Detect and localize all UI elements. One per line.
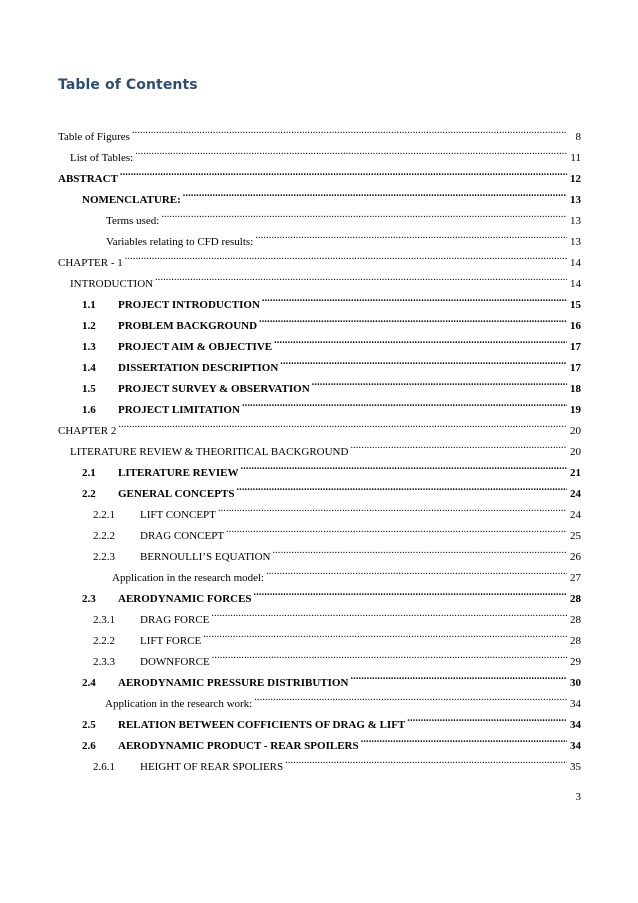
toc-entry-label: PROJECT LIMITATION: [118, 404, 240, 416]
toc-entry-label: CHAPTER - 1: [58, 257, 123, 269]
dot-leader: [361, 728, 567, 749]
toc-entry-label: Application in the research work:: [105, 698, 253, 710]
toc-entry-label: RELATION BETWEEN COFFICIENTS OF DRAG & LIFT: [118, 719, 406, 731]
toc-entry[interactable]: [58, 161, 581, 185]
toc-title: Table of Contents: [58, 77, 198, 93]
dot-leader: [241, 455, 567, 476]
toc-entry-label: Variables relating to CFD results:: [106, 236, 254, 248]
toc-entry-page: 30: [570, 677, 581, 689]
toc-entry-label: HEIGHT OF REAR SPOLIERS: [140, 761, 284, 773]
toc-entry-page: 12: [570, 173, 581, 185]
toc-entry-page: 24: [570, 509, 581, 521]
dot-leader: [212, 644, 567, 665]
toc-entry-label: Application in the research model:: [112, 572, 265, 584]
dot-leader: [120, 161, 567, 182]
dot-leader: [350, 665, 567, 686]
dot-leader: [407, 707, 567, 728]
dot-leader: [254, 686, 567, 707]
toc-entry-label: PROJECT AIM & OBJECTIVE: [118, 341, 273, 353]
toc-entry-number: 2.2.2: [93, 530, 115, 542]
toc-entry[interactable]: [58, 119, 581, 143]
toc-entry-page: 34: [570, 740, 581, 752]
toc-entry-page: 14: [570, 257, 581, 269]
dot-leader: [161, 203, 567, 224]
toc-entry-page: 17: [570, 362, 581, 374]
toc-entry-label: NOMENCLATURE:: [82, 194, 181, 206]
dot-leader: [236, 476, 567, 497]
dot-leader: [132, 119, 567, 140]
dot-leader: [118, 413, 567, 434]
toc-entry-page: 29: [570, 656, 581, 668]
toc-entry-page: 13: [570, 194, 581, 206]
toc-entry-number: 2.4: [82, 677, 96, 689]
dot-leader: [242, 392, 567, 413]
toc-entry-label: DISSERTATION DESCRIPTION: [118, 362, 279, 374]
toc-entry-page: 28: [570, 614, 581, 626]
toc-entry-number: 2.6.1: [93, 761, 115, 773]
toc-entry-page: 13: [570, 236, 581, 248]
toc-entry[interactable]: [58, 266, 581, 290]
toc-entry-page: 34: [570, 719, 581, 731]
dot-leader: [135, 140, 567, 161]
toc-entry-page: 24: [570, 488, 581, 500]
toc-entry-page: 15: [570, 299, 581, 311]
toc-entry-number: 2.6: [82, 740, 96, 752]
toc-entry-number: 1.6: [82, 404, 96, 416]
dot-leader: [255, 224, 567, 245]
dot-leader: [280, 350, 567, 371]
dot-leader: [203, 623, 567, 644]
toc-entry-page: 16: [570, 320, 581, 332]
toc-entry-label: ABSTRACT: [58, 173, 118, 185]
toc-entry-number: 2.2.2: [93, 635, 115, 647]
toc-entry-label: CHAPTER 2: [58, 425, 117, 437]
toc-entry-page: 25: [570, 530, 581, 542]
dot-leader: [274, 329, 567, 350]
dot-leader: [262, 287, 567, 308]
toc-entry-label: INTRODUCTION: [70, 278, 154, 290]
toc-entry-page: 26: [570, 551, 581, 563]
toc-entry-label: GENERAL CONCEPTS: [118, 488, 235, 500]
toc-entry[interactable]: [58, 434, 581, 458]
toc-entry-page: 13: [570, 215, 581, 227]
toc-entry-label: PROBLEM BACKGROUND: [118, 320, 258, 332]
dot-leader: [125, 245, 567, 266]
toc-entry-page: 14: [570, 278, 581, 290]
toc-entry-label: LITERATURE REVIEW: [118, 467, 239, 479]
toc-entry-page: 28: [570, 593, 581, 605]
toc-entry-page: 28: [570, 635, 581, 647]
toc-entry-label: List of Tables:: [70, 152, 134, 164]
toc-entry-number: 1.2: [82, 320, 96, 332]
toc-entry-number: 1.3: [82, 341, 96, 353]
dot-leader: [183, 182, 567, 203]
dot-leader: [266, 560, 567, 581]
toc-entry[interactable]: [58, 245, 581, 269]
toc-list: [58, 119, 581, 773]
toc-entry[interactable]: [58, 182, 581, 206]
toc-entry-number: 2.3: [82, 593, 96, 605]
toc-entry-label: Terms used:: [106, 215, 160, 227]
dot-leader: [259, 308, 567, 329]
toc-entry-number: 2.2: [82, 488, 96, 500]
toc-entry-page: 34: [570, 698, 581, 710]
toc-entry-page: 20: [570, 446, 581, 458]
dot-leader: [254, 581, 567, 602]
toc-entry-number: 2.1: [82, 467, 96, 479]
toc-entry[interactable]: [58, 140, 581, 164]
toc-entry-number: 1.1: [82, 299, 96, 311]
toc-entry-page: 20: [570, 425, 581, 437]
toc-entry-label: LITERATURE REVIEW & THEORITICAL BACKGROUND: [70, 446, 349, 458]
toc-entry-label: Table of Figures: [58, 131, 130, 143]
toc-entry-number: 2.2.1: [93, 509, 115, 521]
toc-entry-page: 21: [570, 467, 581, 479]
toc-entry-number: 2.3.1: [93, 614, 115, 626]
toc-entry-label: PROJECT SURVEY & OBSERVATION: [118, 383, 310, 395]
toc-entry-label: DRAG FORCE: [140, 614, 210, 626]
toc-entry-label: LIFT CONCEPT: [140, 509, 216, 521]
toc-entry-label: BERNOULLI’S EQUATION: [140, 551, 271, 563]
dot-leader: [226, 518, 567, 539]
dot-leader: [350, 434, 567, 455]
dot-leader: [285, 749, 567, 770]
toc-entry-label: AERODYNAMIC FORCES: [118, 593, 252, 605]
toc-entry-label: AERODYNAMIC PRODUCT - REAR SPOILERS: [118, 740, 359, 752]
toc-entry-number: 2.5: [82, 719, 96, 731]
toc-entry-label: AERODYNAMIC PRESSURE DISTRIBUTION: [118, 677, 349, 689]
dot-leader: [155, 266, 567, 287]
toc-entry-number: 1.4: [82, 362, 96, 374]
dot-leader: [211, 602, 567, 623]
toc-entry-page: 19: [570, 404, 581, 416]
toc-entry-number: 2.2.3: [93, 551, 115, 563]
toc-entry-page: 18: [570, 383, 581, 395]
toc-entry-page: 8: [575, 131, 581, 143]
toc-entry-label: PROJECT INTRODUCTION: [118, 299, 260, 311]
toc-entry-label: DRAG CONCEPT: [140, 530, 225, 542]
toc-entry-label: DOWNFORCE: [140, 656, 210, 668]
toc-entry-page: 17: [570, 341, 581, 353]
toc-entry[interactable]: [58, 413, 581, 437]
dot-leader: [218, 497, 567, 518]
dot-leader: [272, 539, 567, 560]
dot-leader: [312, 371, 567, 392]
toc-entry-page: 27: [570, 572, 581, 584]
toc-entry-page: 11: [570, 152, 581, 164]
toc-entry-number: 2.3.3: [93, 656, 115, 668]
page-number: 3: [575, 791, 581, 803]
toc-entry-page: 35: [570, 761, 581, 773]
toc-entry-label: LIFT FORCE: [140, 635, 202, 647]
toc-entry-number: 1.5: [82, 383, 96, 395]
